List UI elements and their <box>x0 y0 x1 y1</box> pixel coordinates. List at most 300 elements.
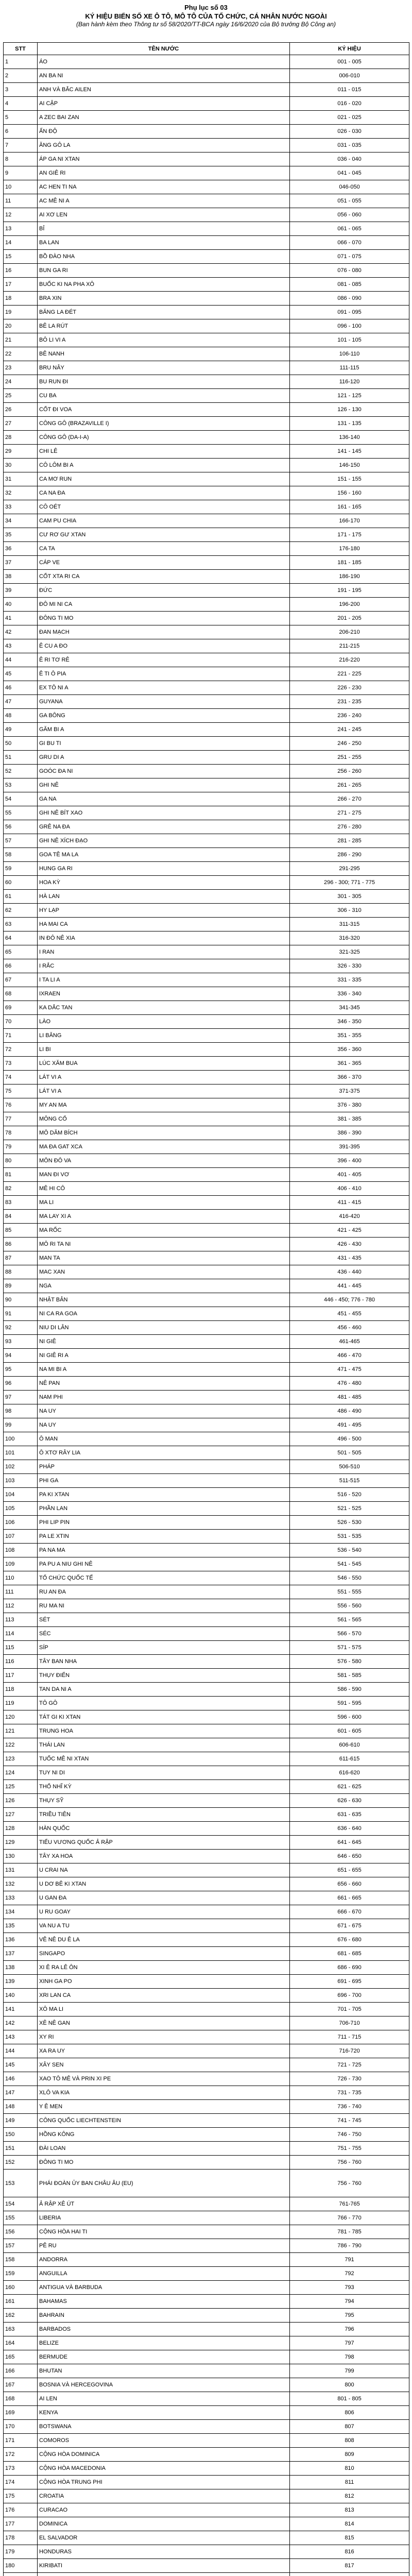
table-row <box>4 695 409 709</box>
row-plate-code: 791 <box>290 2253 409 2267</box>
table-row <box>4 389 409 403</box>
row-country-name: ÁP GA NI XTAN <box>38 152 290 166</box>
row-stt: 134 <box>4 1905 38 1919</box>
row-stt: 75 <box>4 1084 38 1098</box>
table-row <box>4 584 409 598</box>
row-plate-code: 798 <box>290 2350 409 2364</box>
row-plate-code: 656 - 660 <box>290 1877 409 1891</box>
table-row <box>4 1293 409 1307</box>
table-row <box>4 2197 409 2211</box>
row-plate-code: 631 - 635 <box>290 1808 409 1822</box>
row-plate-code: 211-215 <box>290 639 409 653</box>
table-row <box>4 1905 409 1919</box>
row-plate-code: 741 - 745 <box>290 2114 409 2128</box>
row-stt: 27 <box>4 417 38 431</box>
table-row <box>4 862 409 876</box>
row-country-name: BÊ LA RÚT <box>38 319 290 333</box>
table-row <box>4 1655 409 1669</box>
table-row <box>4 2545 409 2559</box>
table-row <box>4 2350 409 2364</box>
row-plate-code: 546 - 550 <box>290 1571 409 1585</box>
row-country-name: PA PU A NIU GHI NÊ <box>38 1557 290 1571</box>
row-stt: 51 <box>4 751 38 765</box>
row-stt: 107 <box>4 1530 38 1544</box>
row-plate-code: 196-200 <box>290 598 409 612</box>
row-plate-code: 016 - 020 <box>290 97 409 111</box>
row-stt: 66 <box>4 959 38 973</box>
table-row <box>4 1391 409 1404</box>
row-stt: 163 <box>4 2323 38 2336</box>
row-plate-code: 156 - 160 <box>290 486 409 500</box>
row-plate-code: 306 - 310 <box>290 904 409 918</box>
row-plate-code: 286 - 290 <box>290 848 409 862</box>
row-stt: 61 <box>4 890 38 904</box>
row-stt: 24 <box>4 375 38 389</box>
table-row <box>4 1557 409 1571</box>
row-country-name: U GAN ĐA <box>38 1891 290 1905</box>
row-stt: 6 <box>4 125 38 139</box>
table-row <box>4 1836 409 1850</box>
row-plate-code: 556 - 560 <box>290 1599 409 1613</box>
row-plate-code: 636 - 640 <box>290 1822 409 1836</box>
table-row <box>4 1224 409 1238</box>
row-stt: 67 <box>4 973 38 987</box>
row-stt: 57 <box>4 834 38 848</box>
row-stt: 80 <box>4 1154 38 1168</box>
row-stt: 131 <box>4 1863 38 1877</box>
table-row <box>4 486 409 500</box>
row-country-name: AI LEN <box>38 2392 290 2406</box>
row-stt: 95 <box>4 1363 38 1377</box>
row-stt: 19 <box>4 306 38 319</box>
row-stt: 98 <box>4 1404 38 1418</box>
row-stt: 42 <box>4 625 38 639</box>
table-row <box>4 2170 409 2197</box>
table-row <box>4 1947 409 1961</box>
row-plate-code: 726 - 730 <box>290 2072 409 2086</box>
row-country-name: GHI NÊ <box>38 778 290 792</box>
row-country-name: MA LAY XI A <box>38 1210 290 1224</box>
row-stt: 82 <box>4 1182 38 1196</box>
row-plate-code: 371-375 <box>290 1084 409 1098</box>
row-country-name: BUN GA RI <box>38 264 290 278</box>
table-row <box>4 1891 409 1905</box>
row-plate-code: 271 - 275 <box>290 806 409 820</box>
table-row <box>4 1168 409 1182</box>
row-plate-code: 796 <box>290 2323 409 2336</box>
row-stt: 125 <box>4 1780 38 1794</box>
table-row <box>4 319 409 333</box>
table-row <box>4 1752 409 1766</box>
table-row <box>4 139 409 152</box>
row-plate-code: 561 - 565 <box>290 1613 409 1627</box>
table-row <box>4 1418 409 1432</box>
row-plate-code: 746 - 750 <box>290 2128 409 2142</box>
row-plate-code: 446 - 450; 776 - 780 <box>290 1293 409 1307</box>
row-stt: 109 <box>4 1557 38 1571</box>
table-row <box>4 1599 409 1613</box>
row-country-name: SÉC <box>38 1627 290 1641</box>
row-stt: 117 <box>4 1669 38 1683</box>
row-stt: 56 <box>4 820 38 834</box>
table-row <box>4 2142 409 2156</box>
table-row <box>4 2225 409 2239</box>
table-row <box>4 2489 409 2503</box>
row-country-name: BAHRAIN <box>38 2309 290 2323</box>
row-country-name: CÔ OÉT <box>38 500 290 514</box>
row-stt: 46 <box>4 681 38 695</box>
row-stt: 115 <box>4 1641 38 1655</box>
row-stt: 178 <box>4 2531 38 2545</box>
row-country-name: MA ĐA GAT XCA <box>38 1140 290 1154</box>
row-stt: 119 <box>4 1697 38 1710</box>
table-row <box>4 1196 409 1210</box>
row-plate-code: 126 - 130 <box>290 403 409 417</box>
row-plate-code: 536 - 540 <box>290 1544 409 1557</box>
column-header-country: TÊN NƯỚC <box>38 43 290 55</box>
row-plate-code: 336 - 340 <box>290 987 409 1001</box>
table-row <box>4 1154 409 1168</box>
row-stt: 103 <box>4 1474 38 1488</box>
row-country-name: XY RI <box>38 2030 290 2044</box>
row-country-name: MÔ RI TA NI <box>38 1238 290 1251</box>
table-row <box>4 69 409 83</box>
row-plate-code: 531 - 535 <box>290 1530 409 1544</box>
table-row <box>4 1808 409 1822</box>
table-row <box>4 292 409 306</box>
row-stt: 25 <box>4 389 38 403</box>
row-stt: 65 <box>4 945 38 959</box>
row-plate-code: 131 - 135 <box>290 417 409 431</box>
row-stt: 31 <box>4 472 38 486</box>
row-plate-code: 456 - 460 <box>290 1321 409 1335</box>
row-stt: 144 <box>4 2044 38 2058</box>
row-country-name: BỒ ĐÀO NHA <box>38 250 290 264</box>
table-row <box>4 2003 409 2016</box>
row-stt: 101 <box>4 1446 38 1460</box>
row-country-name: CÔNG QUỐC LIECHTENSTEIN <box>38 2114 290 2128</box>
table-row <box>4 2253 409 2267</box>
row-country-name: BERMUDE <box>38 2350 290 2364</box>
row-plate-code: 311-315 <box>290 918 409 931</box>
table-row <box>4 1029 409 1043</box>
row-country-name: ĐÔNG TI MO <box>38 612 290 625</box>
table-row <box>4 500 409 514</box>
table-row <box>4 1084 409 1098</box>
row-country-name: Y Ê MEN <box>38 2100 290 2114</box>
table-row <box>4 152 409 166</box>
row-stt: 153 <box>4 2170 38 2197</box>
row-plate-code: 021 - 025 <box>290 111 409 125</box>
row-country-name: LI BĂNG <box>38 1029 290 1043</box>
table-row <box>4 2086 409 2100</box>
row-country-name: MÊ HI CÔ <box>38 1182 290 1196</box>
row-stt: 173 <box>4 2462 38 2476</box>
row-country-name: Ê CU A ĐO <box>38 639 290 653</box>
table-row <box>4 653 409 667</box>
row-plate-code: 171 - 175 <box>290 528 409 542</box>
row-stt <box>4 2573 38 2576</box>
table-row <box>4 1265 409 1279</box>
table-row <box>4 2211 409 2225</box>
row-country-name: BÔ LI VI A <box>38 333 290 347</box>
row-stt: 127 <box>4 1808 38 1822</box>
row-plate-code: 111-115 <box>290 361 409 375</box>
row-plate-code: 121 - 125 <box>290 389 409 403</box>
row-plate-code: 731 - 735 <box>290 2086 409 2100</box>
table-row <box>4 1404 409 1418</box>
row-country-name: XINH GA PO <box>38 1975 290 1989</box>
row-country-name: KA DẮC TAN <box>38 1001 290 1015</box>
table-row <box>4 459 409 472</box>
row-stt: 130 <box>4 1850 38 1863</box>
table-row <box>4 806 409 820</box>
row-country-name: NAM PHI <box>38 1391 290 1404</box>
row-country-name: HONDURAS <box>38 2545 290 2559</box>
row-plate-code: 086 - 090 <box>290 292 409 306</box>
row-plate-code: 476 - 480 <box>290 1377 409 1391</box>
table-row <box>4 2336 409 2350</box>
table-row <box>4 55 409 69</box>
table-row <box>4 1975 409 1989</box>
row-country-name: IN ĐÔ NÊ XIA <box>38 931 290 945</box>
table-row <box>4 1321 409 1335</box>
row-stt: 113 <box>4 1613 38 1627</box>
table-row <box>4 778 409 792</box>
row-stt: 94 <box>4 1349 38 1363</box>
row-stt: 112 <box>4 1599 38 1613</box>
row-country-name: TAN DA NI A <box>38 1683 290 1697</box>
table-row <box>4 2573 409 2576</box>
row-plate-code: 011 - 015 <box>290 83 409 97</box>
table-row <box>4 528 409 542</box>
row-plate-code: 781 - 785 <box>290 2225 409 2239</box>
row-country-name: CƯ RƠ GƯ XTAN <box>38 528 290 542</box>
table-row <box>4 1098 409 1112</box>
table-row <box>4 834 409 848</box>
row-plate-code: 751 - 755 <box>290 2142 409 2156</box>
row-stt: 156 <box>4 2225 38 2239</box>
row-stt: 72 <box>4 1043 38 1057</box>
row-country-name: CỘNG HÒA DOMINICA <box>38 2448 290 2462</box>
row-stt: 68 <box>4 987 38 1001</box>
row-stt: 63 <box>4 918 38 931</box>
row-country-name: CÔNG GÔ (BRAZAVILLE I) <box>38 417 290 431</box>
table-row <box>4 1794 409 1808</box>
row-stt: 16 <box>4 264 38 278</box>
table-row <box>4 625 409 639</box>
table-row <box>4 1182 409 1196</box>
row-plate-code: 041 - 045 <box>290 166 409 180</box>
row-stt: 30 <box>4 459 38 472</box>
row-country-name: SÍP <box>38 1641 290 1655</box>
row-country-name: CA MƠ RUN <box>38 472 290 486</box>
row-stt: 35 <box>4 528 38 542</box>
row-country-name: U RU GOAY <box>38 1905 290 1919</box>
row-stt: 74 <box>4 1071 38 1084</box>
row-country-name: CỘNG HÒA MACEDONIA <box>38 2462 290 2476</box>
row-plate-code: 151 - 155 <box>290 472 409 486</box>
table-row <box>4 1822 409 1836</box>
row-country-name: NA MI BI A <box>38 1363 290 1377</box>
row-country-name: KIRIBATI <box>38 2559 290 2573</box>
row-stt: 155 <box>4 2211 38 2225</box>
row-plate-code: 817 <box>290 2559 409 2573</box>
row-country-name: CÁP VE <box>38 556 290 570</box>
row-stt: 36 <box>4 542 38 556</box>
row-country-name: HA MAI CA <box>38 918 290 931</box>
table-row <box>4 1919 409 1933</box>
table-row <box>4 765 409 778</box>
table-row <box>4 1251 409 1265</box>
row-country-name: TUỐC MÊ NI XTAN <box>38 1752 290 1766</box>
row-plate-code: 201 - 205 <box>290 612 409 625</box>
table-row <box>4 890 409 904</box>
row-stt: 128 <box>4 1822 38 1836</box>
row-country-name: XRI LAN CA <box>38 1989 290 2003</box>
row-plate-code: 766 - 770 <box>290 2211 409 2225</box>
row-stt: 28 <box>4 431 38 445</box>
row-country-name: ĐAN MẠCH <box>38 625 290 639</box>
row-stt: 143 <box>4 2030 38 2044</box>
row-country-name: HOA KỲ <box>38 876 290 890</box>
row-stt: 93 <box>4 1335 38 1349</box>
row-plate-code: 756 - 760 <box>290 2170 409 2197</box>
row-plate-code: 136-140 <box>290 431 409 445</box>
row-stt: 164 <box>4 2336 38 2350</box>
table-row <box>4 570 409 584</box>
row-plate-code: 486 - 490 <box>290 1404 409 1418</box>
table-row <box>4 737 409 751</box>
table-row <box>4 556 409 570</box>
row-stt: 91 <box>4 1307 38 1321</box>
table-row <box>4 639 409 653</box>
row-plate-code: 809 <box>290 2448 409 2462</box>
row-country-name: BRA XIN <box>38 292 290 306</box>
row-plate-code: 141 - 145 <box>290 445 409 459</box>
row-stt: 122 <box>4 1738 38 1752</box>
table-row <box>4 1335 409 1349</box>
table-row <box>4 2267 409 2281</box>
row-plate-code: 436 - 440 <box>290 1265 409 1279</box>
row-country-name: MA LI <box>38 1196 290 1210</box>
table-row <box>4 278 409 292</box>
row-plate-code: 756 - 760 <box>290 2156 409 2170</box>
row-country-name: MY AN MA <box>38 1098 290 1112</box>
row-stt: 105 <box>4 1502 38 1516</box>
row-country-name: I RẮC <box>38 959 290 973</box>
appendix-number: Phụ lục số 03 <box>184 4 228 11</box>
table-row <box>4 612 409 625</box>
row-country-name: ĐÀI LOAN <box>38 2142 290 2156</box>
row-stt: 18 <box>4 292 38 306</box>
row-stt: 114 <box>4 1627 38 1641</box>
row-plate-code: 471 - 475 <box>290 1363 409 1377</box>
row-stt: 44 <box>4 653 38 667</box>
table-row <box>4 876 409 890</box>
row-stt: 86 <box>4 1238 38 1251</box>
row-country-name: MÔ DĂM BÍCH <box>38 1126 290 1140</box>
row-plate-code: 721 - 725 <box>290 2058 409 2072</box>
row-plate-code: 586 - 590 <box>290 1683 409 1697</box>
row-country-name: A ZEC BAI ZAN <box>38 111 290 125</box>
plate-code-table <box>3 42 409 2576</box>
row-plate-code: 451 - 455 <box>290 1307 409 1321</box>
row-plate-code: 716-720 <box>290 2044 409 2058</box>
row-stt: 161 <box>4 2295 38 2309</box>
row-country-name: LÀO <box>38 1015 290 1029</box>
row-plate-code: 807 <box>290 2420 409 2434</box>
row-stt: 62 <box>4 904 38 918</box>
row-country-name: NIU DI LÂN <box>38 1321 290 1335</box>
row-country-name: XÔ MA LI <box>38 2003 290 2016</box>
row-plate-code: 806 <box>290 2406 409 2420</box>
row-country-name: CỐT XTA RI CA <box>38 570 290 584</box>
row-country-name: CỘNG HÒA HAI TI <box>38 2225 290 2239</box>
row-plate-code: 091 - 095 <box>290 306 409 319</box>
row-country-name: CA TA <box>38 542 290 556</box>
row-plate-code: 506-510 <box>290 1460 409 1474</box>
row-country-name: TỔ CHỨC QUỐC TẾ <box>38 1571 290 1585</box>
row-plate-code: 331 - 335 <box>290 973 409 987</box>
row-stt: 90 <box>4 1293 38 1307</box>
row-stt: 7 <box>4 139 38 152</box>
row-stt: 120 <box>4 1710 38 1724</box>
row-country-name: Ô XTƠ RÂY LIA <box>38 1446 290 1460</box>
row-country-name: LÚC XĂM BUA <box>38 1057 290 1071</box>
row-stt: 29 <box>4 445 38 459</box>
table-row <box>4 2531 409 2545</box>
row-stt: 133 <box>4 1891 38 1905</box>
row-stt: 71 <box>4 1029 38 1043</box>
row-country-name: MÔN ĐÔ VA <box>38 1154 290 1168</box>
row-stt: 11 <box>4 194 38 208</box>
row-country-name: AC MÊ NI A <box>38 194 290 208</box>
row-country-name: BU RUN ĐI <box>38 375 290 389</box>
table-row <box>4 1571 409 1585</box>
table-row <box>4 723 409 737</box>
table-row <box>4 945 409 959</box>
document-title: KÝ HIỆU BIỂN SỐ XE Ô TÔ, MÔ TÔ CỦA TỔ CHỨC, CÁ NHÂN NƯỚC NGOÀI <box>85 12 327 20</box>
table-row <box>4 2476 409 2489</box>
table-row <box>4 361 409 375</box>
row-plate-code: 421 - 425 <box>290 1224 409 1238</box>
row-stt: 3 <box>4 83 38 97</box>
row-plate-code: 376 - 380 <box>290 1098 409 1112</box>
row-stt: 21 <box>4 333 38 347</box>
row-stt: 43 <box>4 639 38 653</box>
row-plate-code: 321-325 <box>290 945 409 959</box>
row-plate-code: 616-620 <box>290 1766 409 1780</box>
table-row <box>4 2072 409 2086</box>
row-country-name: BÊ NANH <box>38 347 290 361</box>
row-country-name: HÀN QUỐC <box>38 1822 290 1836</box>
row-country-name: TRUNG HOA <box>38 1724 290 1738</box>
row-plate-code: 521 - 525 <box>290 1502 409 1516</box>
row-stt: 64 <box>4 931 38 945</box>
table-row <box>4 1877 409 1891</box>
row-stt: 73 <box>4 1057 38 1071</box>
table-header-row <box>4 43 409 55</box>
row-country-name: XLÔ VA KIA <box>38 2086 290 2100</box>
row-stt: 38 <box>4 570 38 584</box>
row-plate-code: 496 - 500 <box>290 1432 409 1446</box>
row-plate-code: 711 - 715 <box>290 2030 409 2044</box>
table-row <box>4 1140 409 1154</box>
row-plate-code: 346 - 350 <box>290 1015 409 1029</box>
row-plate-code: 096 - 100 <box>290 319 409 333</box>
row-stt: 106 <box>4 1516 38 1530</box>
